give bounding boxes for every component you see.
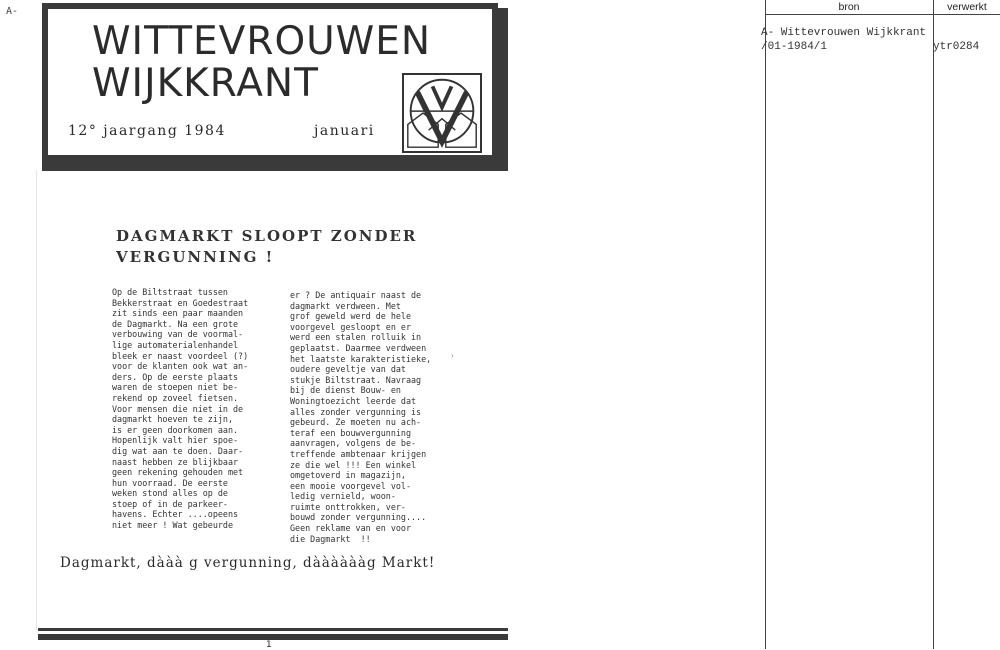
article-column-left-line: de Dagmarkt. Na een grote xyxy=(112,318,239,329)
article-column-right xyxy=(290,290,431,544)
article-column-right-line: bouwd zonder vergunning.... xyxy=(290,512,427,523)
article-headline-line2: VERGUNNING ! xyxy=(116,248,275,266)
page-edge xyxy=(36,170,37,630)
article-column-right-line: Woningtoezicht leerde dat xyxy=(290,395,417,406)
masthead-shadow-bottom xyxy=(42,161,508,171)
article-column-left-line: verbouwing van de voormal- xyxy=(112,329,244,340)
article-column-left-line: niet meer ! Wat gebeurde xyxy=(112,520,234,531)
article-column-left-line: voor de klanten ook wat an- xyxy=(112,361,249,372)
article-column-left-line: zit sinds een paar maanden xyxy=(112,308,244,319)
article-column-left-line: rekend op zoveel fietsen. xyxy=(112,392,239,403)
article-headline xyxy=(116,226,417,268)
footer-rule-thick xyxy=(38,634,508,640)
article-column-left-line: weken stond alles op de xyxy=(112,488,228,499)
article-column-right-line: gebeurd. Ze moeten nu ach- xyxy=(290,417,422,428)
stray-mark: › xyxy=(451,352,454,360)
article-column-right-line: werd een stalen rolluik in xyxy=(290,332,422,343)
article-column-left-line: Hopenlijk valt hier spoe- xyxy=(112,435,239,446)
index-card xyxy=(759,0,1000,649)
article-column-left-line: Bekkerstraat en Goedestraat xyxy=(112,297,249,308)
article-column-left-line: dagmarkt hoeven te zijn, xyxy=(112,414,234,425)
article-column-right-line: dagmarkt verdween. Met xyxy=(290,300,401,311)
article-column-right-line: aanvragen, volgens de be- xyxy=(290,438,417,449)
masthead-shadow-right xyxy=(498,8,508,171)
index-card-header-bron: bron xyxy=(838,1,860,13)
index-card-source-line1: A- Wittevrouwen Wijkkrant xyxy=(761,27,927,39)
article-column-right-line: alles zonder vergunning is xyxy=(290,406,422,417)
masthead-volume: 12° jaargang 1984 xyxy=(68,123,226,139)
article-column-left-line: waren de stoepen niet be- xyxy=(112,382,239,393)
masthead-title-line1: WITTEVROUWEN xyxy=(92,19,432,64)
masthead-title xyxy=(92,21,431,105)
article-column-right-line: er ? De antiquair naast de xyxy=(290,290,422,300)
index-card-header-rule xyxy=(765,14,1000,15)
article-column-left-line: is er geen doorkomen aan. xyxy=(112,424,239,435)
article-column-right-line: Geen reklame van en voor xyxy=(290,523,412,534)
article-column-right-line: bij de dienst Bouw- en xyxy=(290,385,401,396)
article-column-left-line: stoep of in de parkeer- xyxy=(112,498,228,509)
article-column-left-line: Op de Biltstraat tussen xyxy=(112,287,228,297)
article-column-right-line: een mooie voorgevel vol- xyxy=(290,480,412,491)
article-column-right-line: grof geweld werd de hele xyxy=(290,311,412,322)
page-number: 1 xyxy=(266,640,272,650)
article-column-left-line: lige automaterialenhandel xyxy=(112,339,239,350)
index-card-column-divider xyxy=(933,0,934,649)
article-column-left xyxy=(112,287,248,531)
index-card-processed-code: ytr0284 xyxy=(933,41,980,53)
masthead-month: januari xyxy=(314,123,375,139)
article-headline-line1: DAGMARKT SLOOPT ZONDER xyxy=(116,227,418,245)
article-column-right-line: omgetoverd in magazijn, xyxy=(290,470,406,481)
index-card-header-verwerkt: verwerkt xyxy=(947,1,987,13)
article-column-right-line: ruimte onttrokken, ver- xyxy=(290,501,406,512)
masthead xyxy=(42,3,498,161)
article-column-right-line: die Dagmarkt !! xyxy=(290,533,371,544)
article-column-right-line: het laatste karakteristieke, xyxy=(290,353,432,364)
index-card-source-line2: /01-1984/1 xyxy=(761,41,828,53)
article-column-left-line: hun voorraad. De eerste xyxy=(112,477,228,488)
article-column-left-line: naast hebben ze blijkbaar xyxy=(112,456,239,467)
article-column-right-line: stukje Biltstraat. Navraag xyxy=(290,374,422,385)
article-column-right-line: voorgevel gesloopt en er xyxy=(290,321,412,332)
article-column-right-line: oudere geveltje van dat xyxy=(290,364,406,375)
article-tagline: Dagmarkt, dààà g vergunning, dààààààg Markt! xyxy=(60,555,436,571)
masthead-title-line2: WIJKKRANT xyxy=(92,61,319,106)
index-card-left-border xyxy=(765,0,766,649)
article-column-right-line: ze die wel !!! Een winkel xyxy=(290,459,417,470)
margin-mark: A- xyxy=(6,6,19,17)
wijkkrant-logo-icon xyxy=(402,73,482,153)
article-column-right-line: treffende ambtenaar krijgen xyxy=(290,448,427,459)
article-column-left-line: bleek er naast voordeel (?) xyxy=(112,350,249,361)
article-column-left-line: geen rekening gehouden met xyxy=(112,467,244,478)
article-column-right-line: ledig vernield, woon- xyxy=(290,491,396,502)
footer-rule-thin xyxy=(38,628,508,631)
article-column-left-line: dig wat aan te doen. Daar- xyxy=(112,445,244,456)
article-column-left-line: ders. Op de eerste plaats xyxy=(112,371,239,382)
article-column-right-line: geplaatst. Daarmee verdween xyxy=(290,342,427,353)
article-column-right-line: teraf een bouwvergunning xyxy=(290,427,412,438)
article-column-left-line: havens. Echter ....opeens xyxy=(112,509,239,520)
article-column-left-line: Voor mensen die niet in de xyxy=(112,403,244,414)
